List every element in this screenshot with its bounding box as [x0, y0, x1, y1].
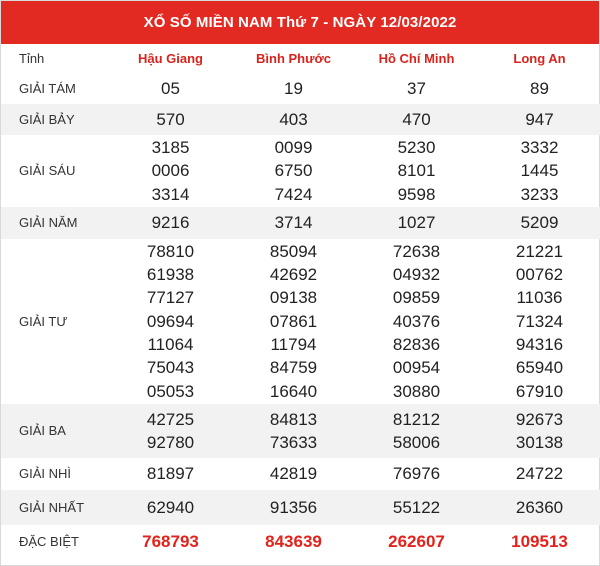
- prize-number: 3332: [520, 138, 559, 157]
- prize-cell: [478, 525, 600, 559]
- prize-number: 81212: [392, 409, 441, 429]
- prize-number: 1027: [397, 213, 436, 233]
- prize-cell: [109, 490, 232, 525]
- prize-cell: [232, 404, 355, 458]
- prize-label: GIẢI BẢY: [1, 104, 109, 135]
- special-prize-number: 843639: [265, 532, 322, 552]
- prize-number: 11036: [516, 288, 563, 308]
- prize-label: GIẢI TƯ: [19, 313, 68, 329]
- prize-row: [1, 525, 600, 559]
- prize-row: [1, 239, 600, 404]
- prize-number: 72638: [392, 241, 441, 261]
- special-prize-number: 262607: [388, 532, 445, 552]
- prize-number: 05: [161, 78, 180, 98]
- prize-number: 11064: [147, 335, 194, 355]
- prize-number: 42692: [269, 265, 318, 285]
- prize-number: 84759: [269, 358, 318, 378]
- prize-number: 77127: [146, 288, 195, 308]
- prize-number: 82836: [392, 335, 441, 355]
- prize-label: GIẢI NHẤT: [1, 490, 109, 525]
- prize-number: 40376: [392, 311, 441, 331]
- prize-number: 3314: [151, 184, 190, 204]
- prize-cell: [232, 525, 355, 559]
- prize-cell: [478, 135, 600, 207]
- prize-cell: [232, 458, 355, 490]
- prize-number: 570: [156, 109, 185, 129]
- prize-number: 73633: [269, 432, 318, 452]
- header-row: [1, 44, 600, 73]
- prize-number: 19: [284, 78, 303, 98]
- prize-number: 05053: [146, 381, 195, 401]
- prize-number: 42725: [146, 409, 195, 429]
- province-name: Hậu Giang: [137, 51, 203, 66]
- prize-number: 3714: [274, 213, 313, 233]
- province-name: Long An: [513, 51, 566, 66]
- prize-cell: [109, 525, 232, 559]
- prize-number: 92673: [515, 409, 564, 429]
- prize-number: 85094: [269, 241, 318, 261]
- prize-number: 30138: [515, 432, 564, 452]
- prize-row: [1, 73, 600, 104]
- prize-label: GIẢI BA: [1, 404, 109, 458]
- prize-cell: [109, 458, 232, 490]
- prize-cell: [478, 73, 600, 104]
- prize-number: 0099: [274, 138, 313, 157]
- prize-number: 16640: [269, 381, 318, 401]
- prize-cell: [109, 207, 232, 239]
- prize-cell: [355, 404, 478, 458]
- prize-number: 37: [407, 78, 426, 98]
- special-prize-number: 109513: [511, 532, 568, 552]
- prize-number: 78810: [146, 241, 195, 261]
- prize-row: [1, 458, 600, 490]
- prize-number: 89: [530, 78, 549, 98]
- prize-label: GIẢI NĂM: [1, 207, 109, 239]
- prize-cell: [232, 207, 355, 239]
- prize-number: 65940: [515, 358, 564, 378]
- prize-number: 7424: [274, 184, 313, 204]
- prize-cell: [478, 207, 600, 239]
- prize-number: 84813: [269, 409, 318, 429]
- prize-number: 5209: [520, 213, 559, 233]
- special-prize-number: 768793: [142, 532, 199, 552]
- prize-row: [1, 104, 600, 135]
- prize-number: 62940: [146, 497, 195, 517]
- prize-number: 3233: [520, 184, 559, 204]
- prize-row: [1, 135, 600, 207]
- prize-cell: [109, 73, 232, 104]
- prize-number: 9216: [151, 213, 190, 233]
- prize-number: 09859: [392, 288, 441, 308]
- prize-number: 30880: [392, 381, 441, 401]
- prize-number: 5230: [397, 138, 436, 157]
- prize-number: 94316: [515, 335, 564, 355]
- prize-number: 0006: [151, 161, 190, 181]
- prize-cell: [478, 239, 600, 404]
- prize-row: [1, 490, 600, 525]
- prize-number: 67910: [515, 381, 564, 401]
- prize-cell: [232, 135, 355, 207]
- prize-row: [1, 207, 600, 239]
- prize-cell: [478, 490, 600, 525]
- prize-cell: [355, 135, 478, 207]
- prize-number: 21221: [515, 241, 564, 261]
- prize-cell: [355, 525, 478, 559]
- prize-number: 07861: [269, 311, 318, 331]
- prize-number: 42819: [269, 464, 318, 484]
- prize-number: 92780: [146, 432, 195, 452]
- prize-cell: [232, 490, 355, 525]
- prize-label: GIẢI TÁM: [19, 81, 76, 96]
- prize-number: 58006: [392, 432, 441, 452]
- prize-cell: [355, 73, 478, 104]
- prize-number: 04932: [392, 265, 441, 285]
- prize-label: ĐẶC BIỆT: [19, 534, 79, 550]
- prize-cell: [478, 404, 600, 458]
- prize-cell: [355, 207, 478, 239]
- prize-number: 6750: [274, 161, 313, 181]
- province-name: Bình Phước: [256, 51, 331, 66]
- prize-label: GIẢI SÁU: [19, 163, 76, 179]
- prize-number: 00762: [515, 265, 564, 285]
- prize-cell: [232, 104, 355, 135]
- prize-number: 3185: [151, 138, 190, 157]
- prize-cell: [478, 458, 600, 490]
- prize-number: 55122: [392, 497, 441, 517]
- prize-number: 403: [279, 109, 308, 129]
- prize-number: 71324: [515, 311, 564, 331]
- prize-cell: [232, 73, 355, 104]
- prize-number: 8101: [397, 161, 436, 181]
- prize-cell: [355, 490, 478, 525]
- prize-cell: [109, 239, 232, 404]
- prize-number: 75043: [146, 358, 195, 378]
- prize-number: 09694: [146, 311, 195, 331]
- prize-row: [1, 404, 600, 458]
- prize-number: 00954: [392, 358, 441, 378]
- prize-cell: [109, 104, 232, 135]
- prize-cell: [478, 104, 600, 135]
- prize-number: 09138: [269, 288, 318, 308]
- prize-number: 470: [402, 109, 431, 129]
- prize-number: 76976: [392, 464, 441, 484]
- prize-number: 81897: [146, 464, 195, 484]
- prize-number: 947: [525, 109, 554, 129]
- prize-number: 26360: [515, 497, 564, 517]
- prize-number: 9598: [397, 184, 436, 204]
- prize-cell: [232, 239, 355, 404]
- prize-label: GIẢI NHÌ: [19, 466, 72, 482]
- prize-cell: [109, 404, 232, 458]
- prize-cell: [355, 458, 478, 490]
- prize-cell: [355, 104, 478, 135]
- prize-number: 1445: [520, 161, 559, 181]
- province-column-label: Tỉnh: [19, 51, 45, 66]
- prize-number: 61938: [146, 265, 195, 285]
- prize-cell: [355, 239, 478, 404]
- prize-number: 11794: [270, 335, 317, 355]
- results-table: [1, 44, 600, 559]
- results-title: XỔ SỐ MIỀN NAM Thứ 7 - NGÀY 12/03/2022: [1, 1, 599, 44]
- prize-cell: [109, 135, 232, 207]
- prize-number: 91356: [269, 497, 318, 517]
- prize-number: 24722: [515, 464, 564, 484]
- province-name: Hồ Chí Minh: [378, 51, 455, 66]
